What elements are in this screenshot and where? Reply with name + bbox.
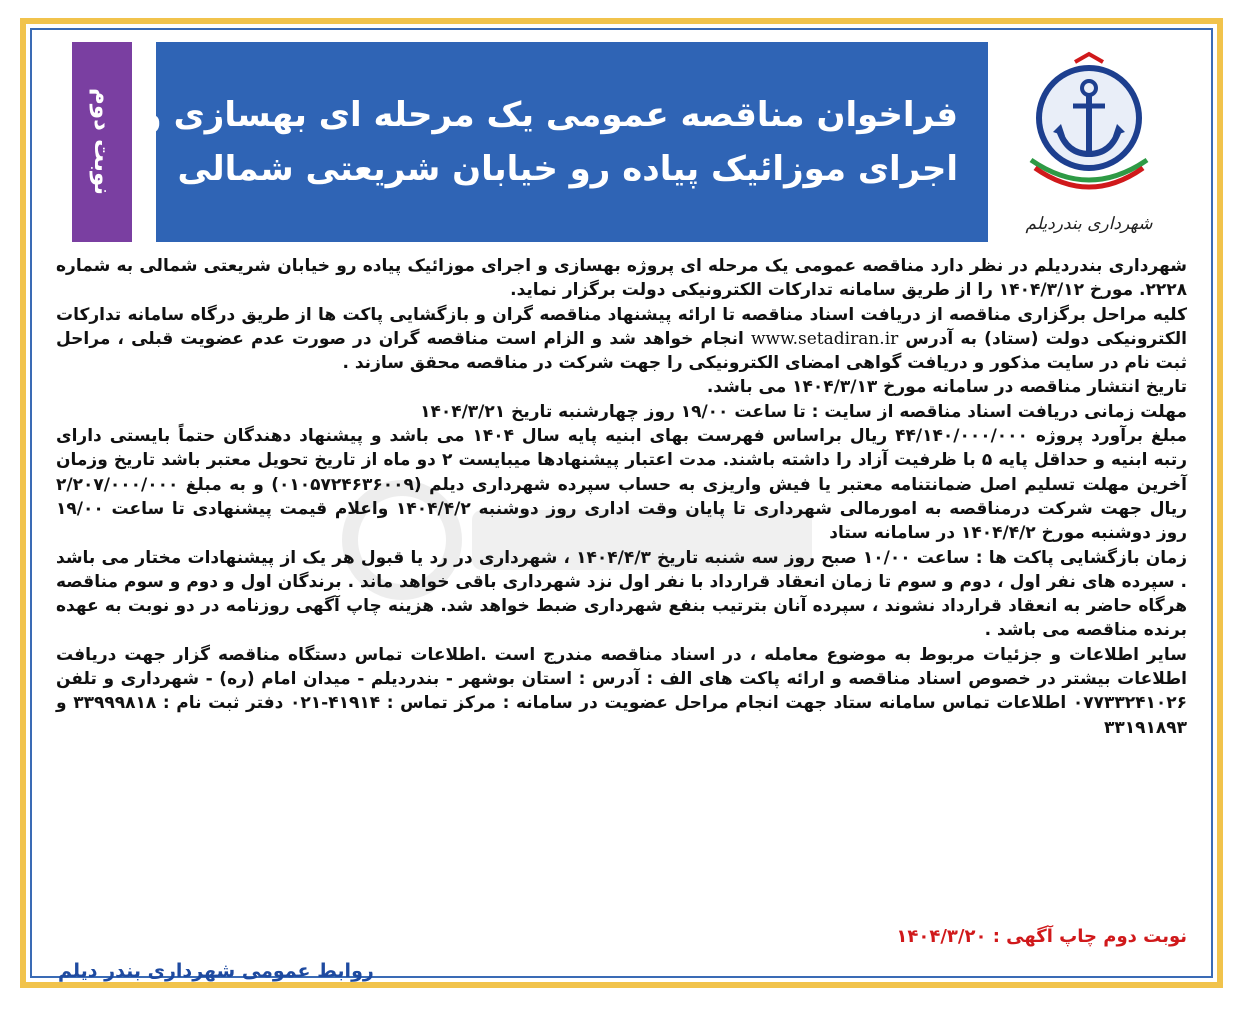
paragraph-deadline: مهلت زمانی دریافت اسناد مناقصه از سایت : تا ساعت ۱۹/۰۰ روز چهارشنبه تاریخ ۱۴۰۴/۳/۲۱: [420, 401, 1187, 422]
publish-date-line: نوبت دوم چاپ آگهی : ۱۴۰۴/۳/۲۰: [896, 926, 1187, 947]
anchor-emblem-icon: [1009, 50, 1169, 200]
round-label: [72, 42, 132, 242]
paragraph-publish-date: تاریخ انتشار مناقصه در سامانه مورخ ۱۴۰۴/۳/۱۳ می باشد.: [706, 377, 1187, 398]
notice-header: [46, 42, 1197, 242]
paragraph-procedure-cont: انجام خواهد شد و الزام است مناقصه گران در صورت عدم عضویت قبلی ، مراحل ثبت نام در سایت مذکور و دریافت گواهی امضای الکترونیکی را جهت شرکت در مناقصه محقق سازند .: [56, 328, 1187, 374]
notice-title-line-1: فراخوان مناقصه عمومی یک مرحله ای بهسازی و: [140, 95, 958, 135]
paragraph-procedure-text: کلیه مراحل برگزاری مناقصه از دریافت اسناد مناقصه تا ارائه پیشنهاد مناقصه گران و بازگشایی پاکت ها از طریق درگاه سامانه تدارکات الکترونیکی دولت (ستاد) به آدرس: [56, 304, 1187, 349]
notice-title-box: [140, 42, 988, 242]
setad-website-link[interactable]: www.setadiran.ir: [750, 328, 899, 349]
paragraph-contact: سایر اطلاعات و جزئیات مربوط به موضوع معامله ، در اسناد مناقصه مندرج است .اطلاعات تماس دستگاه مناقصه گزار جهت دریافت اطلاعات بیشتر در خصوص اسناد مناقصه و ارائه پاکت های الف : آدرس : استان بوشهر - بندردیلم - میدان امام (ره) - شهرداری و تلفن ۰۷۷۳۳۲۴۱۰۲۶ اطلاعات تماس سامانه ستاد جهت انجام مراحل عضویت در سامانه : مرکز تماس : ۴۱۹۱۴-۰۲۱ دفتر ثبت نام : ۳۳۹۹۹۸۱۸ و ۳۳۱۹۱۸۹۳: [56, 644, 1187, 738]
municipality-logo: [1009, 50, 1169, 240]
paragraph-opening: زمان بازگشایی پاکت ها : ساعت ۱۰/۰۰ صبح روز سه شنبه تاریخ ۱۴۰۴/۴/۳ ، شهرداری در رد یا قبول هر یک از پیشنهادات مختار می باشد . سپرده های نفر اول ، دوم و سوم تا زمان انعقاد قرارداد با نفر اول نزد شهرداری باقی خواهد ماند . برندگان اول و دوم و سوم مناقصه هرگاه حاضر به انعقاد قرارداد نشوند ، سپرده آنان بترتیب بنفع شهرداری ضبط خواهد شد. هزینه چاپ آگهی روزنامه در دو نوبت به عهده برنده مناقصه می باشد .: [56, 547, 1187, 641]
logo-caption: شهرداری بندردیلم: [1025, 214, 1153, 234]
paragraph-procedure: [56, 303, 1187, 376]
notice-body: [56, 254, 1187, 740]
paragraph-intro: شهرداری بندردیلم در نظر دارد مناقصه عمومی یک مرحله ای پروژه بهسازی و اجرای موزائیک پیاده رو خیابان شریعتی شمالی به شماره ۲۲۲۸. مورخ ۱۴۰۴/۳/۱۲ را از طریق سامانه تدارکات الکترونیکی دولت برگزار نماید.: [56, 256, 1187, 301]
notice-title-line-2: اجرای موزائیک پیاده رو خیابان شریعتی شمالی: [177, 149, 958, 189]
notice-inner-border: [30, 28, 1213, 982]
paragraph-budget: مبلغ برآورد پروژه ۴۴/۱۴۰/۰۰۰/۰۰۰ ریال براساس فهرست بهای ابنیه پایه سال ۱۴۰۴ می باشد و پیشنهاد دهندگان حتماً بایستی دارای رتبه ابنیه و حداقل پایه ۵ با ظرفیت آزاد را داشته باشند. مدت اعتبار پیشنهادها میبایست ۲ دو ماه از تاریخ تحویل معتبر باشد تاریخ وزمان آخرین مهلت تسلیم اصل ضمانتنامه معتبر یا فیش واریزی به حساب سپرده شهرداری دیلم (۰۱۰۵۷۲۴۶۳۶۰۰۹) و به مبلغ ۲/۲۰۷/۰۰۰/۰۰۰ ریال جهت شرکت درمناقصه به امورمالی شهرداری تا پایان وقت اداری روز دوشنبه ۱۴۰۴/۴/۲ واعلام قیمت پیشنهادی تا ساعت ۱۹/۰۰ روز دوشنبه مورخ ۱۴۰۴/۴/۲ در سامانه ستاد: [56, 426, 1188, 544]
notice-frame: [20, 18, 1223, 988]
public-relations-signature: روابط عمومی شهرداری بندر دیلم: [58, 960, 374, 982]
round-label-text: نوبت دوم: [89, 88, 115, 196]
